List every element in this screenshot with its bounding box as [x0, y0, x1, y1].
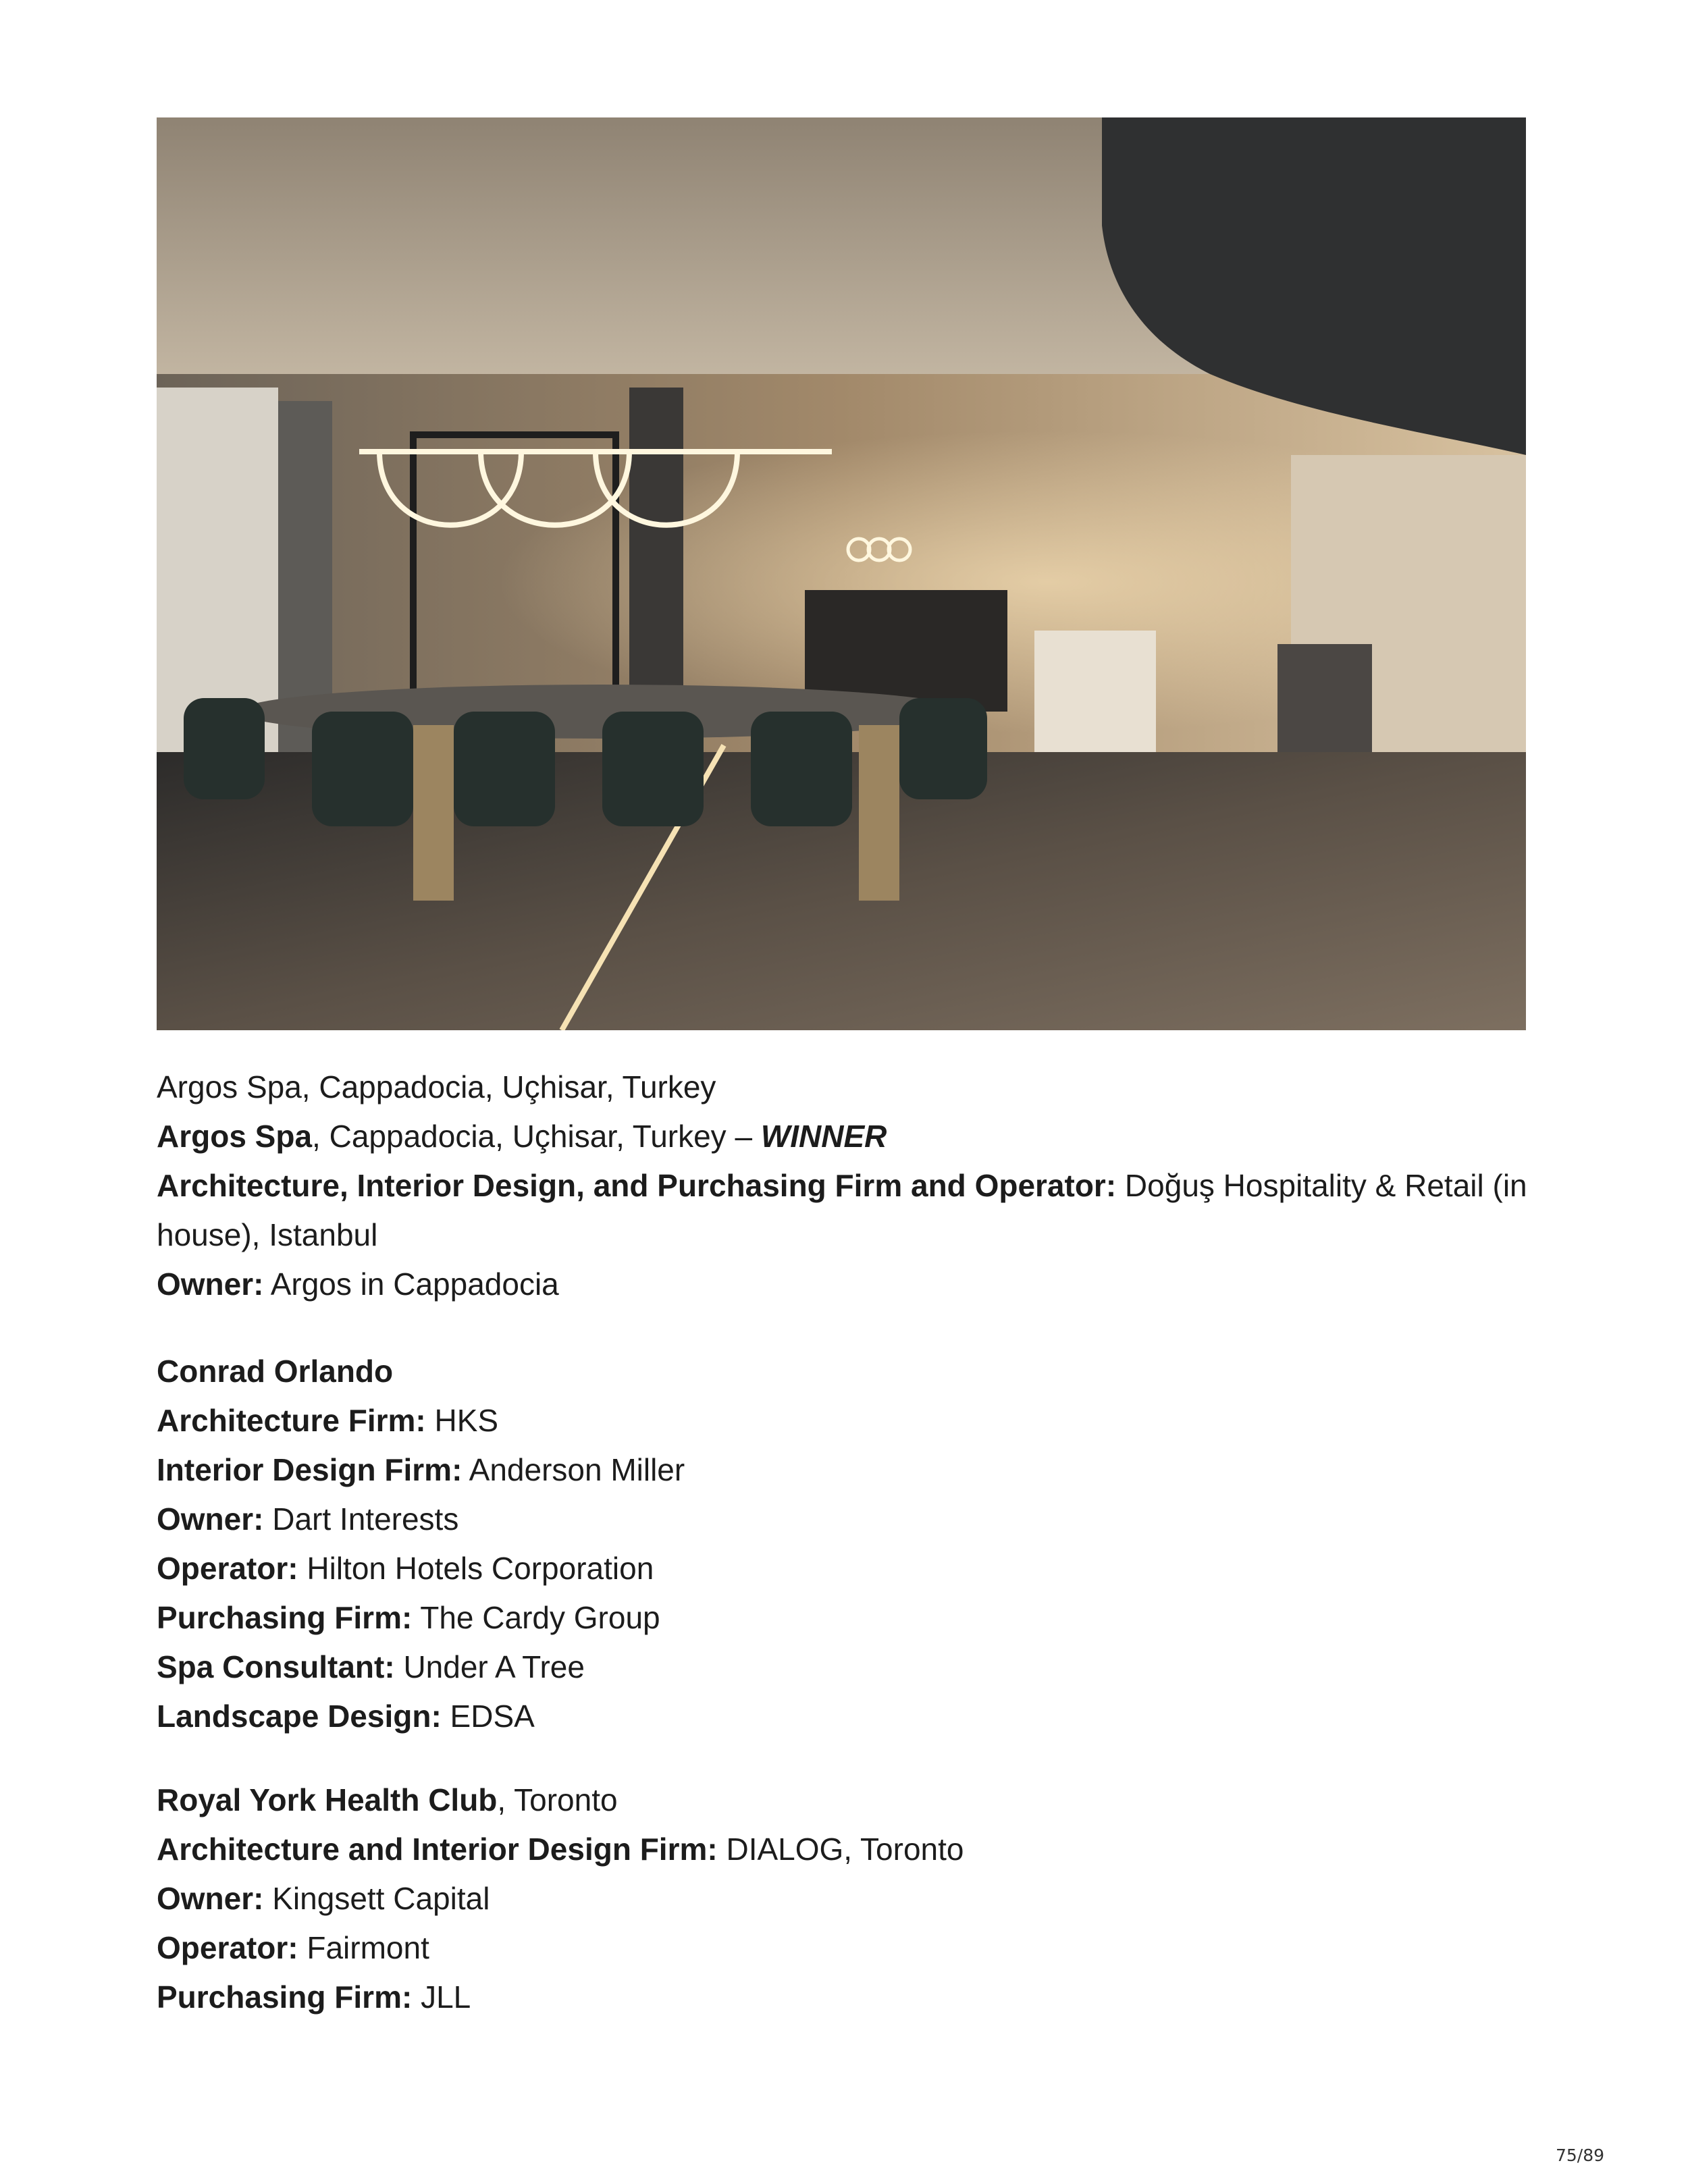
project-location: , Toronto — [497, 1782, 618, 1817]
credit-label: Owner: — [157, 1881, 264, 1916]
credit-value: Doğuş Hospitality & Retail (in house), Istanbul — [157, 1168, 1527, 1252]
credit-row — [157, 1260, 1534, 1309]
credit-label: Owner: — [157, 1267, 264, 1302]
credit-label: Interior Design Firm: — [157, 1452, 463, 1487]
credit-value: Dart Interests — [263, 1501, 459, 1537]
credit-label: Purchasing Firm: — [157, 1979, 413, 2015]
credit-value: JLL — [412, 1979, 471, 2015]
credit-value: EDSA — [441, 1699, 535, 1734]
credit-row — [157, 1923, 1534, 1973]
credit-label: Operator: — [157, 1930, 298, 1965]
project-name: Argos Spa — [157, 1119, 313, 1154]
entry-title — [157, 1347, 1534, 1396]
credit-value: DIALOG, Toronto — [717, 1832, 964, 1867]
project-name: Conrad Orlando — [157, 1354, 394, 1389]
credit-value: Under A Tree — [394, 1649, 585, 1684]
project-name: Royal York Health Club — [157, 1782, 498, 1817]
credit-value: Fairmont — [298, 1930, 429, 1965]
credit-label: Owner: — [157, 1501, 264, 1537]
spa-lounge-photo — [157, 117, 1526, 1030]
credit-value: The Cardy Group — [412, 1600, 660, 1635]
credit-label: Architecture, Interior Design, and Purchasing Firm and Operator: — [157, 1168, 1117, 1203]
credit-label: Spa Consultant: — [157, 1649, 395, 1684]
credit-row — [157, 1161, 1534, 1260]
credit-label: Architecture and Interior Design Firm: — [157, 1832, 718, 1867]
credit-label: Purchasing Firm: — [157, 1600, 413, 1635]
credit-row — [157, 1874, 1534, 1923]
project-location: , Cappadocia, Uçhisar, Turkey – — [312, 1119, 761, 1154]
credit-label: Landscape Design: — [157, 1699, 442, 1734]
credit-label: Operator: — [157, 1551, 298, 1586]
entry-title — [157, 1112, 1534, 1161]
credit-row — [157, 1445, 1534, 1495]
conrad-orlando-entry — [157, 1347, 1534, 1741]
credit-value: Argos in Cappadocia — [263, 1267, 559, 1302]
photo-caption: Argos Spa, Cappadocia, Uçhisar, Turkey — [157, 1069, 716, 1104]
winner-badge: WINNER — [760, 1119, 887, 1154]
credit-row — [157, 1643, 1534, 1692]
credit-value: Hilton Hotels Corporation — [298, 1551, 654, 1586]
royal-york-entry — [157, 1776, 1534, 2022]
entry-title — [157, 1776, 1534, 1825]
credit-value: Anderson Miller — [462, 1452, 685, 1487]
credit-label: Architecture Firm: — [157, 1403, 426, 1438]
credit-value: HKS — [425, 1403, 499, 1438]
credit-row — [157, 1825, 1534, 1874]
credit-row — [157, 1495, 1534, 1544]
credit-row — [157, 1593, 1534, 1643]
credit-row — [157, 1544, 1534, 1593]
argos-spa-entry — [157, 1063, 1534, 1309]
credit-row — [157, 1973, 1534, 2022]
page-number: 75/89 — [1555, 2146, 1604, 2165]
credit-row — [157, 1692, 1534, 1741]
credit-value: Kingsett Capital — [263, 1881, 490, 1916]
credit-row — [157, 1396, 1534, 1445]
